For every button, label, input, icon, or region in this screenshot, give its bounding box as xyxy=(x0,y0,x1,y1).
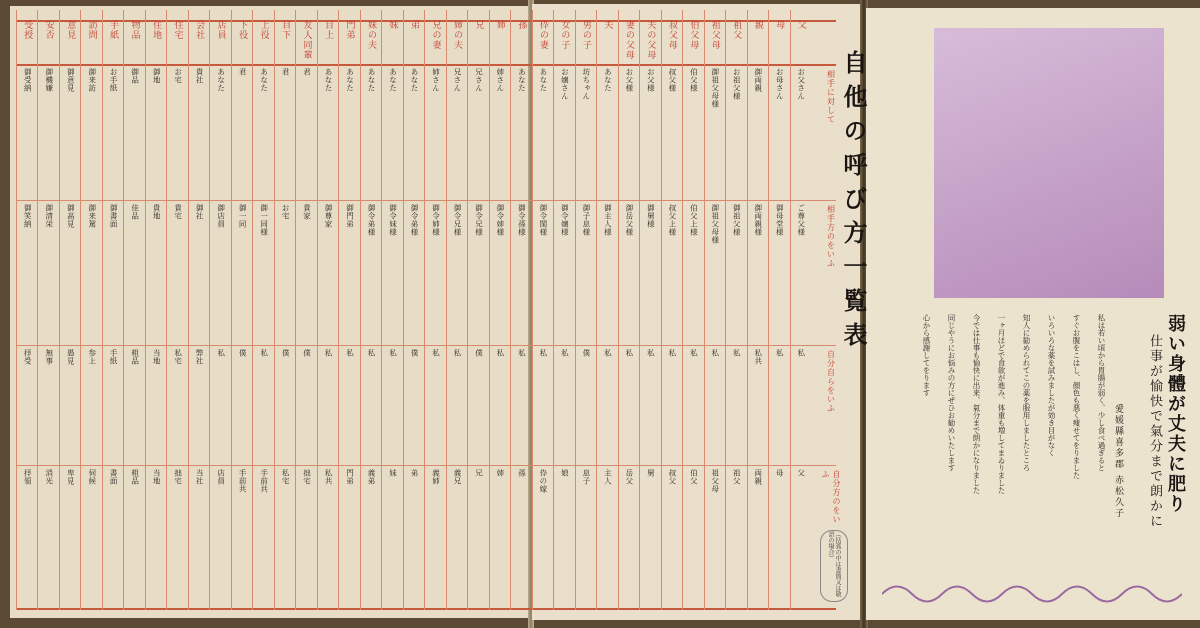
table-cell: 僕 xyxy=(302,349,312,357)
table-cell: 拙宅 xyxy=(302,469,312,485)
medicine-ad xyxy=(872,14,1192,614)
table-column xyxy=(489,10,511,610)
table-cell: 兄さん xyxy=(474,68,484,92)
band-self-of: 自分方のをいふ xyxy=(821,470,841,524)
table-cell: 私 xyxy=(538,349,548,357)
table-cell: 書面 xyxy=(109,469,119,485)
table-cell: 伜の嫁 xyxy=(538,469,548,493)
table-cell: 拝領 xyxy=(23,469,33,485)
table-cell: 私 xyxy=(345,349,355,357)
table-cell: お父様 xyxy=(646,68,656,92)
table-cell: 拝受 xyxy=(23,349,33,365)
table-cell: 御祖父様 xyxy=(732,204,742,236)
table-cell: 手前共 xyxy=(238,469,248,493)
column-header: 友人同輩 xyxy=(301,20,312,60)
column-header: 下役 xyxy=(237,20,248,40)
column-header: 妹の夫 xyxy=(366,20,377,50)
table-cell: お宅 xyxy=(173,68,183,84)
usage-note: （括弧の中は書簡又は敬語の場合） xyxy=(820,530,848,602)
table-cell: 御祖父母様 xyxy=(710,68,720,108)
table-cell: あなた xyxy=(409,68,419,92)
table-cell: 当地 xyxy=(152,469,162,485)
column-header: 女の子 xyxy=(559,20,570,50)
table-column xyxy=(704,10,726,610)
ad-body-line: 今では仕事も愉快に出来、氣分まで朗かになりました xyxy=(972,314,981,494)
table-cell: 祖父母 xyxy=(710,469,720,493)
table-column xyxy=(790,10,812,610)
ad-body-line: いろいろな薬を試みましたが効き目がなく xyxy=(1047,314,1056,457)
column-header: 孫 xyxy=(516,20,527,30)
table-cell: 私共 xyxy=(753,349,763,365)
ad-headline xyxy=(1128,314,1188,584)
table-cell: 貴社 xyxy=(195,68,205,84)
table-cell: 御令弟様 xyxy=(409,204,419,236)
column-header: 手紙 xyxy=(108,20,119,40)
table-cell: 僕 xyxy=(409,349,419,357)
table-cell: 店員 xyxy=(216,469,226,485)
table-cell: お手紙 xyxy=(109,68,119,92)
table-column xyxy=(768,10,790,610)
table-column xyxy=(618,10,640,610)
table-cell: 御母堂様 xyxy=(775,204,785,236)
column-header: 親 xyxy=(752,20,763,30)
table-cell: 私宅 xyxy=(173,349,183,365)
table-column xyxy=(59,10,81,610)
table-cell: 粗品 xyxy=(130,349,140,365)
table-cell: 私 xyxy=(216,349,226,357)
table-cell: 息子 xyxy=(581,469,591,485)
table-cell: 父 xyxy=(796,469,806,477)
table-cell: 当社 xyxy=(195,469,205,485)
table-cell: 私 xyxy=(710,349,720,357)
ad-author: 愛媛縣喜多郡 赤松久子 xyxy=(1113,404,1123,519)
table-cell: 叔父 xyxy=(667,469,677,485)
column-header: 兄 xyxy=(473,20,484,30)
column-header: 訪問 xyxy=(86,20,97,40)
table-cell: 私 xyxy=(388,349,398,357)
table-cell: 私 xyxy=(452,349,462,357)
table-cell: 私 xyxy=(517,349,527,357)
table-column xyxy=(446,10,468,610)
photo-tint xyxy=(934,28,1164,298)
ad-body-line: 心から感謝してをります xyxy=(922,314,931,397)
table-cell: 孫 xyxy=(517,469,527,477)
table-cell: 伺候 xyxy=(87,469,97,485)
band-self: 自分自らをいふ xyxy=(826,350,836,413)
table-cell: 義弟 xyxy=(367,469,377,485)
table-cell: 御令嬢様 xyxy=(560,204,570,236)
table-cell: 妹 xyxy=(388,469,398,477)
table-cell: 私 xyxy=(495,349,505,357)
table-cell: 御意見 xyxy=(66,68,76,92)
column-header: 店員 xyxy=(215,20,226,40)
column-header: 物品 xyxy=(129,20,140,40)
table-cell: 御岳父様 xyxy=(624,204,634,236)
table-cell: 母 xyxy=(775,469,785,477)
table-cell: お嬢さん xyxy=(560,68,570,100)
table-cell: 僕 xyxy=(474,349,484,357)
table-cell: 御尊家 xyxy=(324,204,334,228)
table-cell: 御一同 xyxy=(238,204,248,228)
ad-body-text xyxy=(892,314,1107,589)
table-column xyxy=(252,10,274,610)
table-cell: 兄 xyxy=(474,469,484,477)
table-cell: あなた xyxy=(388,68,398,92)
table-cell: 御一同様 xyxy=(259,204,269,236)
table-cell: 私 xyxy=(796,349,806,357)
column-header: 受授 xyxy=(22,20,33,40)
forms-of-address-table xyxy=(16,10,841,610)
table-cell: 私 xyxy=(689,349,699,357)
table-cell: 御舅様 xyxy=(646,204,656,228)
column-header: 祖父母 xyxy=(709,20,720,50)
table-cell: 私 xyxy=(367,349,377,357)
table-cell: 御来駕 xyxy=(87,204,97,228)
ad-body-line: 私は若い頃から胃腸が弱く、少し食べ過ぎると xyxy=(1097,314,1106,472)
table-cell: 御令姉様 xyxy=(431,204,441,236)
table-cell: 私 xyxy=(324,349,334,357)
table-cell: 私 xyxy=(732,349,742,357)
column-header: 父 xyxy=(795,20,806,30)
column-header: 妹 xyxy=(387,20,398,30)
table-cell: お父様 xyxy=(624,68,634,92)
table-cell: 御機嫌 xyxy=(44,68,54,92)
table-cell: 御店員 xyxy=(216,204,226,228)
table-cell: 粗品 xyxy=(130,469,140,485)
table-column xyxy=(37,10,59,610)
table-cell: 御地 xyxy=(152,68,162,84)
table-cell: 貴地 xyxy=(152,204,162,220)
column-header: 意見 xyxy=(65,20,76,40)
band-to-other: 相手に対して xyxy=(826,70,836,124)
title-area xyxy=(836,10,868,610)
table-cell: お母さん xyxy=(775,68,785,100)
table-cell: 義姉 xyxy=(431,469,441,485)
band-other-of: 相手方のをいふ xyxy=(826,205,836,268)
table-cell: 無事 xyxy=(44,349,54,365)
table-cell: 御令閨様 xyxy=(538,204,548,236)
column-header: 弟 xyxy=(408,20,419,30)
column-header: 住地 xyxy=(151,20,162,40)
table-cell: 祖父 xyxy=(732,469,742,485)
table-cell: あなた xyxy=(345,68,355,92)
table-cell: 御笑納 xyxy=(23,204,33,228)
table-cell: 御両親 xyxy=(753,68,763,92)
column-header: 会社 xyxy=(194,20,205,40)
column-header: 目上 xyxy=(323,20,334,40)
table-cell: 御令孫様 xyxy=(517,204,527,236)
column-header: 男の子 xyxy=(580,20,591,50)
table-cell: 私共 xyxy=(324,469,334,485)
column-header: 兄の妻 xyxy=(430,20,441,50)
table-column xyxy=(639,10,661,610)
table-column xyxy=(747,10,769,610)
table-cell: お父さん xyxy=(796,68,806,100)
table-cell: 御両親様 xyxy=(753,204,763,236)
table-column xyxy=(123,10,145,610)
table-cell: 伯父 xyxy=(689,469,699,485)
table-column xyxy=(209,10,231,610)
table-column xyxy=(166,10,188,610)
table-cell: 伯父上様 xyxy=(689,204,699,236)
table-cell: あなた xyxy=(517,68,527,92)
column-header: 伜の妻 xyxy=(537,20,548,50)
column-header: 妻の父母 xyxy=(623,20,634,60)
column-header: 叔父母 xyxy=(666,20,677,50)
table-cell: 私 xyxy=(646,349,656,357)
table-cell: 叔父様 xyxy=(667,68,677,92)
table-column xyxy=(725,10,747,610)
table-column xyxy=(360,10,382,610)
table-cell: 御社 xyxy=(195,204,205,220)
table-cell: 御祖父母様 xyxy=(710,204,720,244)
table-column xyxy=(274,10,296,610)
table-cell: 私 xyxy=(624,349,634,357)
table-cell: お祖父様 xyxy=(732,68,742,100)
table-cell: 御令兄様 xyxy=(474,204,484,236)
table-cell: 姉さん xyxy=(495,68,505,92)
table-cell: 御令姉様 xyxy=(495,204,505,236)
table-cell: 御主人様 xyxy=(603,204,613,236)
table-cell: 岳父 xyxy=(624,469,634,485)
table-cell: あなた xyxy=(259,68,269,92)
ad-body-line: 知人に勧められてこの薬を服用しましたところ xyxy=(1022,314,1031,472)
table-cell: 当地 xyxy=(152,349,162,365)
column-header: 夫の父母 xyxy=(645,20,656,60)
ad-headline-1: 弱い身體が丈夫に肥り xyxy=(1165,314,1186,514)
table-cell: 両親 xyxy=(753,469,763,485)
table-cell: 貴家 xyxy=(302,204,312,220)
table-column xyxy=(381,10,403,610)
table-cell: 義兄 xyxy=(452,469,462,485)
table-column xyxy=(102,10,124,610)
table-column xyxy=(80,10,102,610)
table-column xyxy=(295,10,317,610)
column-header: 目下 xyxy=(280,20,291,40)
table-cell: 主人 xyxy=(603,469,613,485)
column-header: 伯父母 xyxy=(688,20,699,50)
table-cell: 御清栄 xyxy=(44,204,54,228)
table-column xyxy=(575,10,597,610)
column-header: 門弟 xyxy=(344,20,355,40)
table-cell: あなた xyxy=(367,68,377,92)
table-column xyxy=(596,10,618,610)
table-cell: 参上 xyxy=(87,349,97,365)
ad-body-line: 一ヶ月ほどで食欲が進み、体重も増してまゐりました xyxy=(997,314,1006,494)
table-cell: 貴宅 xyxy=(173,204,183,220)
table-cell: 御品 xyxy=(130,68,140,84)
table-cell: 御書面 xyxy=(109,204,119,228)
table-column xyxy=(553,10,575,610)
table-cell: 僕 xyxy=(238,349,248,357)
table-column xyxy=(510,10,532,610)
table-cell: 私 xyxy=(775,349,785,357)
table-cell: 拙宅 xyxy=(173,469,183,485)
table-cell: 消光 xyxy=(44,469,54,485)
table-column xyxy=(16,10,38,610)
table-cell: 私 xyxy=(603,349,613,357)
table-cell: 舅 xyxy=(646,469,656,477)
table-cell: 弟 xyxy=(409,469,419,477)
column-header: 母 xyxy=(774,20,785,30)
table-cell: ご尊父様 xyxy=(796,204,806,236)
table-cell: 私 xyxy=(259,349,269,357)
table-cell: 御令兄様 xyxy=(452,204,462,236)
table-cell: 伯父様 xyxy=(689,68,699,92)
table-cell: 御高見 xyxy=(66,204,76,228)
table-column xyxy=(317,10,339,610)
table-column xyxy=(682,10,704,610)
table-column xyxy=(145,10,167,610)
table-cell: 愚見 xyxy=(66,349,76,365)
table-cell: 手前共 xyxy=(259,469,269,493)
table-column xyxy=(532,10,554,610)
table-cell: 君 xyxy=(238,68,248,76)
column-header: 姉の夫 xyxy=(451,20,462,50)
table-cell: 私 xyxy=(667,349,677,357)
table-cell: 御来訪 xyxy=(87,68,97,92)
table-cell: 僕 xyxy=(581,349,591,357)
table-column xyxy=(424,10,446,610)
table-cell: 坊ちゃん xyxy=(581,68,591,100)
column-header: 姉 xyxy=(494,20,505,30)
table-column xyxy=(661,10,683,610)
table-cell: 御令弟様 xyxy=(367,204,377,236)
table-cell: 私宅 xyxy=(281,469,291,485)
table-cell: 御門弟 xyxy=(345,204,355,228)
table-cell: 御令妹様 xyxy=(388,204,398,236)
table-column xyxy=(467,10,489,610)
table-cell: 御子息様 xyxy=(581,204,591,236)
table-cell: 叔父上様 xyxy=(667,204,677,236)
table-column xyxy=(338,10,360,610)
column-header: 祖父 xyxy=(731,20,742,40)
table-cell: 門弟 xyxy=(345,469,355,485)
table-cell: 私 xyxy=(431,349,441,357)
table-column xyxy=(231,10,253,610)
table-cell: 君 xyxy=(281,68,291,76)
column-header: 住宅 xyxy=(172,20,183,40)
table-column xyxy=(188,10,210,610)
table-cell: 手紙 xyxy=(109,349,119,365)
table-cell: 君 xyxy=(302,68,312,76)
table-cell: 娘 xyxy=(560,469,570,477)
table-cell: 姉さん xyxy=(431,68,441,92)
ad-body-line: 同じやうにお悩みの方にぜひお勧めいたします xyxy=(947,314,956,472)
table-column xyxy=(403,10,425,610)
column-header: 夫 xyxy=(602,20,613,30)
table-cell: 弊社 xyxy=(195,349,205,365)
table-cell: 兄さん xyxy=(452,68,462,92)
page-title: 自他の呼び方一覧表 xyxy=(839,50,868,356)
table-cell: あなた xyxy=(603,68,613,92)
ad-headline-2: 仕事が愉快で氣分まで朗かに xyxy=(1147,334,1162,529)
ad-body-line: すぐお腹をこはし、顔色も悪く痩せてをりました xyxy=(1072,314,1081,479)
table-cell: 佳品 xyxy=(130,204,140,220)
table-cell: あなた xyxy=(538,68,548,92)
table-cell: 僕 xyxy=(281,349,291,357)
ad-portrait-photo xyxy=(934,28,1164,298)
table-cell: 私 xyxy=(560,349,570,357)
table-cell: あなた xyxy=(216,68,226,92)
column-header: 安否 xyxy=(43,20,54,40)
table-cell: 卑見 xyxy=(66,469,76,485)
table-cell: あなた xyxy=(324,68,334,92)
table-cell: 御受納 xyxy=(23,68,33,92)
wave-ornament-icon xyxy=(882,574,1182,604)
column-header: 上役 xyxy=(258,20,269,40)
table-cell: お宅 xyxy=(281,204,291,220)
table-cell: 姉 xyxy=(495,469,505,477)
